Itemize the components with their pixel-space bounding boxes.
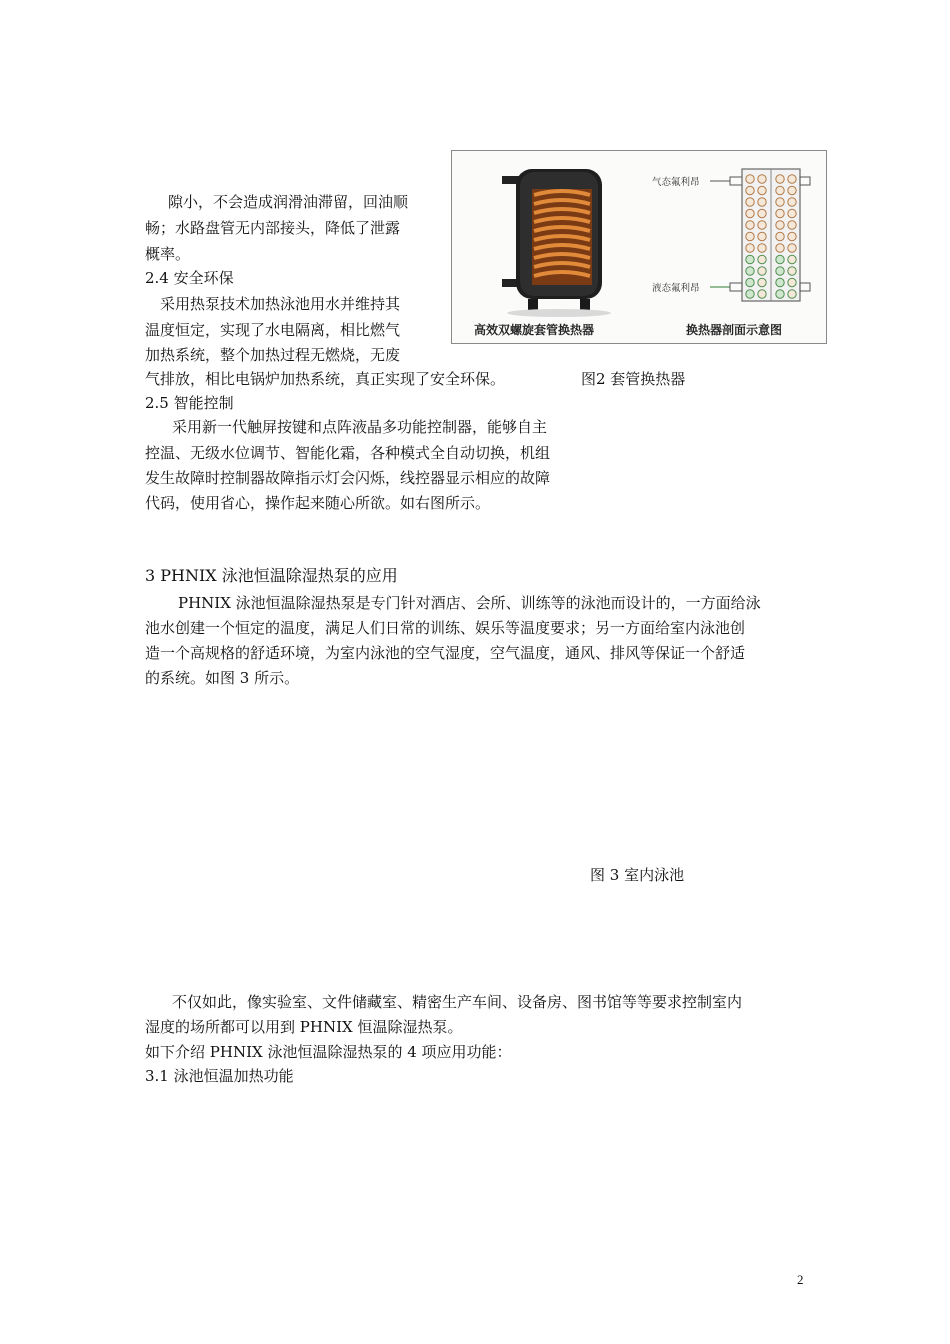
s3-body-line-4: 的系统。如图 3 所示。	[145, 669, 300, 687]
fig3-caption: 图 3 室内泳池	[590, 866, 685, 884]
tail-line-1: 不仅如此，像实验室、文件储藏室、精密生产车间、设备房、图书馆等等要求控制室内	[172, 993, 743, 1011]
tube-circle	[758, 186, 766, 194]
tube-circle	[758, 221, 766, 229]
tube-circle	[758, 232, 766, 240]
tube-circle	[788, 278, 796, 286]
coil-exchanger-image	[502, 169, 611, 317]
tube-circle	[788, 267, 796, 275]
tube-circle	[758, 209, 766, 217]
s24-cont-line-2: 畅；水路盘管无内部接头，降低了泄露	[145, 219, 401, 237]
s24-body-line-3: 加热系统，整个加热过程无燃烧，无废	[145, 346, 401, 364]
tube-circle	[746, 244, 754, 252]
tube-circle	[758, 290, 766, 298]
tube-circle	[746, 267, 754, 275]
figure-2-heat-exchanger	[451, 150, 827, 344]
tube-circle	[746, 221, 754, 229]
tail-line-4: 3.1 泳池恒温加热功能	[145, 1067, 294, 1085]
tube-circle	[746, 186, 754, 194]
s25-body-line-3: 发生故障时控制器故障指示灯会闪烁，线控器显示相应的故障	[145, 469, 551, 487]
tube-circle	[776, 267, 784, 275]
tube-circle	[758, 175, 766, 183]
s24-body-line-2: 温度恒定，实现了水电隔离，相比燃气	[145, 321, 401, 339]
s24-body-line-1: 采用热泵技术加热泳池用水并维持其	[160, 295, 401, 313]
s25-body-line-1: 采用新一代触屏按键和点阵液晶多功能控制器，能够自主	[172, 418, 548, 436]
tube-circle	[788, 186, 796, 194]
s3-heading: 3 PHNIX 泳池恒温除湿热泵的应用	[145, 566, 398, 585]
tube-circle	[776, 209, 784, 217]
s24-heading: 2.4 安全环保	[145, 269, 234, 287]
tube-circle	[746, 278, 754, 286]
tube-circle	[788, 255, 796, 263]
tube-circle	[788, 244, 796, 252]
tube-circle	[746, 175, 754, 183]
fig2-left-label: 高效双螺旋套管换热器	[474, 323, 595, 337]
s24-cont-line-3: 概率。	[145, 245, 191, 263]
tube-circle	[788, 232, 796, 240]
tube-circle	[746, 232, 754, 240]
tube-circle	[746, 290, 754, 298]
tube-circle	[776, 232, 784, 240]
tube-circle	[776, 198, 784, 206]
s3-body-line-2: 池水创建一个恒定的温度，满足人们日常的训练、娱乐等温度要求；另一方面给室内泳池创	[145, 619, 746, 637]
tube-circle	[788, 209, 796, 217]
page-number: 2	[797, 1272, 804, 1287]
s24-cont-line-1: 隙小，不会造成润滑油滞留，回油顺	[168, 193, 409, 211]
s3-body-line-3: 造一个高规格的舒适环境，为室内泳池的空气湿度，空气温度，通风、排风等保证一个舒适	[145, 644, 746, 662]
tube-circle	[758, 198, 766, 206]
tube-circle	[758, 267, 766, 275]
tube-circle	[788, 198, 796, 206]
fig2-caption: 图2 套管换热器	[581, 370, 686, 388]
s25-body-line-2: 控温、无级水位调节、智能化霜，各种模式全自动切换，机组	[145, 444, 551, 462]
tube-circle	[776, 186, 784, 194]
tube-circle	[776, 244, 784, 252]
s24-body-line-4: 气排放，相比电锅炉加热系统，真正实现了安全环保。	[145, 370, 506, 388]
tube-circle	[788, 221, 796, 229]
tube-circle	[746, 255, 754, 263]
s3-body-line-1: PHNIX 泳池恒温除湿热泵是专门针对酒店、会所、训练等的泳池而设计的，一方面给泳	[178, 594, 761, 612]
tube-circle	[776, 278, 784, 286]
tail-line-2: 湿度的场所都可以用到 PHNIX 恒温除湿热泵。	[145, 1018, 463, 1036]
cross-section-diagram	[652, 169, 810, 301]
tube-circle	[758, 278, 766, 286]
tube-circle	[776, 221, 784, 229]
s25-body-line-4: 代码，使用省心，操作起来随心所欲。如右图所示。	[145, 494, 491, 512]
tube-circle	[788, 175, 796, 183]
fig2-right-label: 换热器剖面示意图	[686, 323, 783, 337]
tube-circle	[776, 255, 784, 263]
tube-circle	[788, 290, 796, 298]
tube-circle	[746, 209, 754, 217]
tail-line-3: 如下介绍 PHNIX 泳池恒温除湿热泵的 4 项应用功能：	[145, 1043, 512, 1061]
tube-circle	[758, 255, 766, 263]
tube-circle	[776, 290, 784, 298]
tube-circle	[746, 198, 754, 206]
liquid-label: 液态氟利昂	[652, 283, 700, 294]
tube-circle	[776, 175, 784, 183]
gas-label: 气态氟利昂	[652, 177, 700, 188]
s25-heading: 2.5 智能控制	[145, 394, 234, 412]
tube-circle	[758, 244, 766, 252]
